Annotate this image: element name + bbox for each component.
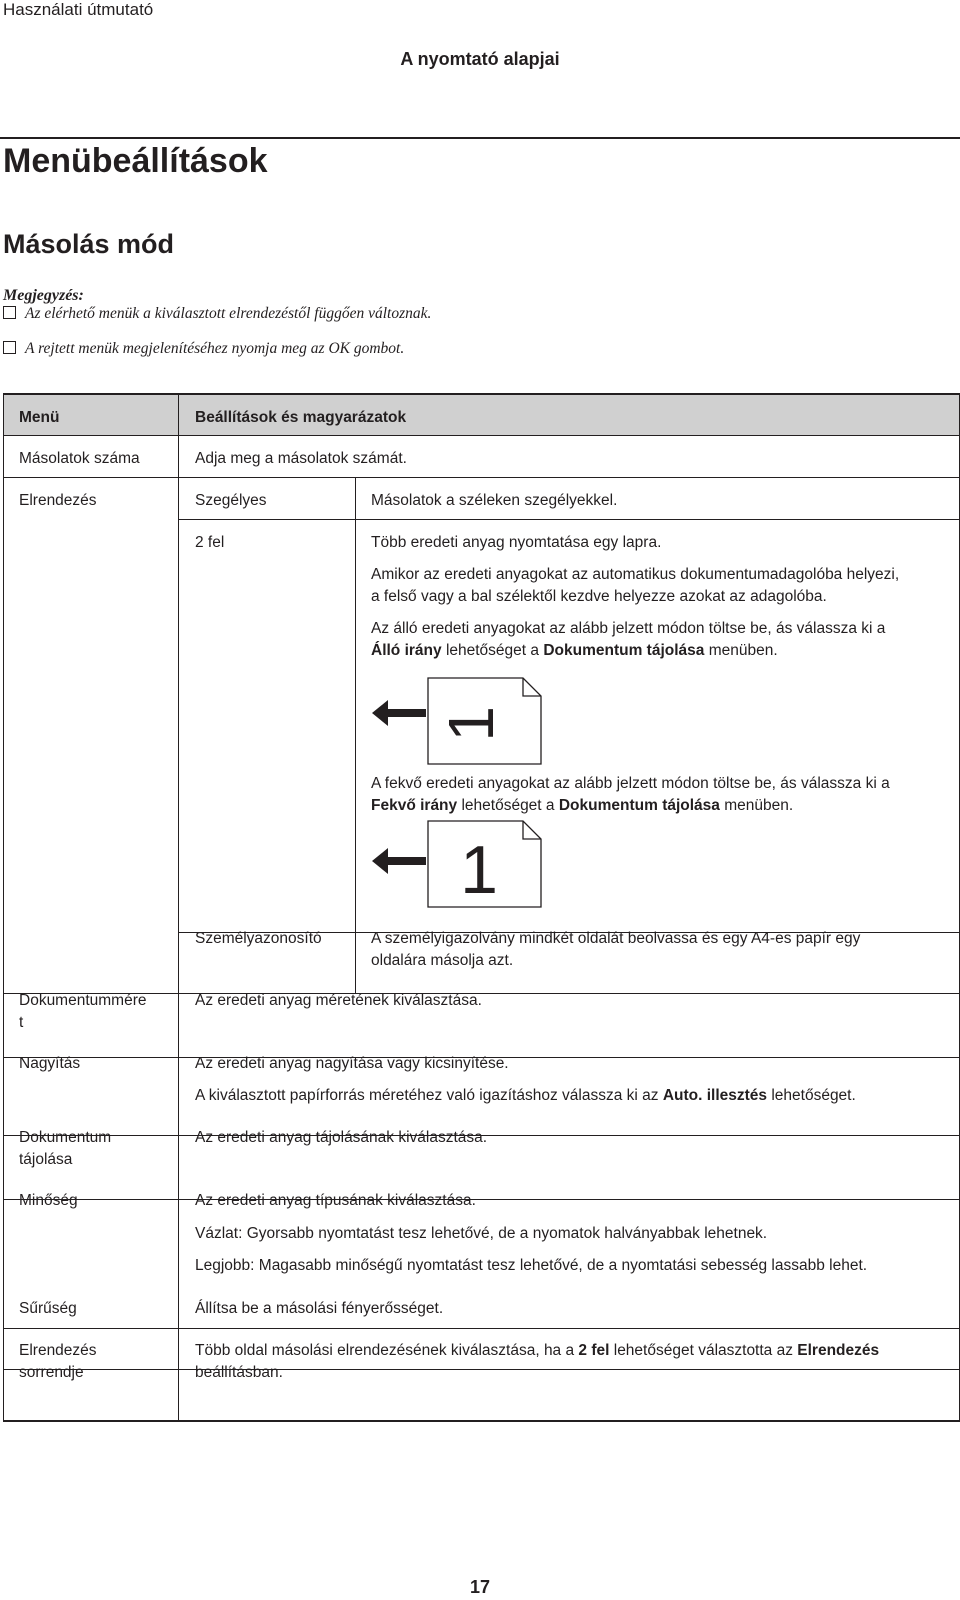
setting-description: Több oldal másolási elrendezésének kiválasztása, ha a 2 fel lehetőséget választotta az Elrendezés [195,1342,880,1359]
table-border [179,519,960,520]
setting-description: beállításban. [195,1364,283,1381]
note-item-text: A rejtett menük megjelenítéséhez nyomja meg az OK gombot. [25,340,405,357]
menu-label: Elrendezés [19,1342,97,1359]
figure-digit: 1 [460,832,498,908]
manual-title: Használati útmutató [3,0,154,19]
portrait-loading-figure [368,676,553,768]
note-title: Megjegyzés: [3,287,84,304]
option-description: Álló irány lehetőséget a Dokumentum tájolása menüben. [371,642,778,659]
table-border [3,1328,960,1329]
menu-label: Sűrűség [19,1300,77,1317]
table-border [3,1199,960,1200]
option-description: A személyigazolvány mindkét oldalát beolvassa és egy A4-es papír egy [371,930,861,947]
note-item [3,340,404,358]
menu-label: t [19,1014,24,1031]
option-label: Személyazonosító [195,930,322,947]
checkbox-bullet-icon [3,306,16,319]
table-border [355,477,356,993]
table-border [3,393,4,1422]
table-header-background [3,393,960,435]
table-border [3,393,960,395]
landscape-loading-figure [368,819,553,911]
setting-description: A kiválasztott papírforrás méretéhez való igazításhoz válassza ki az Auto. illesztés lehetőséget. [195,1087,856,1104]
setting-description: Legjobb: Magasabb minőségű nyomtatást tesz lehetővé, de a nyomtatási sebesség lassabb lehet. [195,1257,868,1274]
checkbox-bullet-icon [3,341,16,354]
setting-description: Állítsa be a másolási fényerősséget. [195,1300,444,1317]
page-heading: Menübeállítások [3,142,268,180]
menu-label: Minőség [19,1192,78,1209]
setting-description: Adja meg a másolatok számát. [195,450,407,467]
header-rule [0,137,960,139]
table-border [3,435,960,436]
note-item-text: Az elérhető menük a kiválasztott elrendezéstől függően változnak. [25,305,432,322]
option-description: Amikor az eredeti anyagokat az automatikus dokumentumadagolóba helyezi, [371,566,900,583]
menu-label: Dokumentummére [19,992,147,1009]
option-description: oldalára másolja azt. [371,952,514,969]
table-border [3,1369,960,1370]
column-header-menu: Menü [19,409,60,426]
menu-label: sorrendje [19,1364,84,1381]
menu-table [3,393,960,1422]
arrow-left-icon [372,700,426,726]
menu-label: Nagyítás [19,1055,81,1072]
option-description: Másolatok a széleken szegélyekkel. [371,492,618,509]
setting-description: Az eredeti anyag típusának kiválasztása. [195,1192,476,1209]
page-number: 17 [469,1577,491,1597]
option-description: Több eredeti anyag nyomtatása egy lapra. [371,534,662,551]
arrow-left-icon [372,848,426,874]
sub-heading: Másolás mód [3,229,175,259]
option-description: Fekvő irány lehetőséget a Dokumentum tájolása menüben. [371,797,794,814]
option-label: 2 fel [195,534,225,551]
menu-label: tájolása [19,1151,73,1168]
setting-description: Az eredeti anyag tájolásának kiválasztása. [195,1129,488,1146]
setting-description: Vázlat: Gyorsabb nyomtatást tesz lehetővé, de a nyomatok halványabbak lehetnek. [195,1225,768,1242]
setting-description: Az eredeti anyag nagyítása vagy kicsinyítése. [195,1055,509,1072]
menu-label: Dokumentum [19,1129,112,1146]
option-description: Az álló eredeti anyagokat az alább jelzett módon töltse be, ás válassza ki a [371,620,886,637]
option-description: a felső vagy a bal szélektől kezdve helyezze azokat az adagolóba. [371,588,827,605]
option-description: A fekvő eredeti anyagokat az alább jelzett módon töltse be, ás válassza ki a [371,775,890,792]
table-border [178,393,179,1422]
table-border [3,1420,960,1422]
setting-description: Az eredeti anyag méretének kiválasztása. [195,992,482,1009]
menu-label: Másolatok száma [19,450,140,467]
note-item [3,305,431,323]
section-title: A nyomtató alapjai [400,49,560,69]
option-label: Szegélyes [195,492,267,509]
table-border [3,477,960,478]
figure-digit: 1 [434,706,507,742]
column-header-settings: Beállítások és magyarázatok [195,409,407,426]
menu-label: Elrendezés [19,492,97,509]
